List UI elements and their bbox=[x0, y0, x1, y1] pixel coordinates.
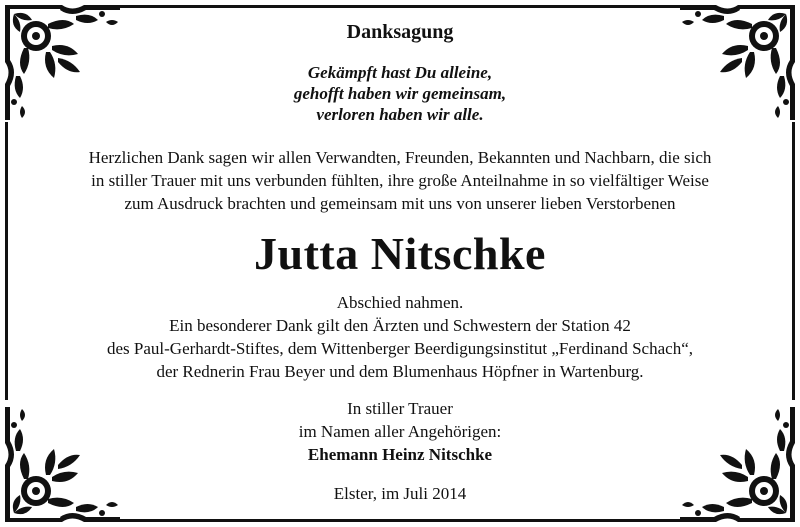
signoff-line: im Namen aller Angehörigen: bbox=[298, 422, 502, 441]
thanks-line: des Paul-Gerhardt-Stiftes, dem Wittenberger Beerdigungsinstitut „Ferdinand Schach“, bbox=[107, 339, 693, 358]
signoff-line: In stiller Trauer bbox=[347, 399, 453, 418]
thanks-line: Abschied nahmen. bbox=[336, 293, 464, 312]
intro-line: zum Ausdruck brachten und gemeinsam mit uns von unserer lieben Verstorbenen bbox=[124, 194, 676, 213]
bottom-border-rule bbox=[88, 519, 712, 522]
poem-line: verloren haben wir alle. bbox=[316, 105, 484, 124]
mourning-signoff bbox=[0, 397, 800, 466]
top-border-rule bbox=[88, 5, 712, 8]
intro-line: in stiller Trauer mit uns verbunden fühlten, ihre große Anteilnahme in so vielfältiger Weise bbox=[91, 171, 709, 190]
poem-line: Gekämpft hast Du alleine, bbox=[307, 63, 493, 82]
place-and-date: Elster, im Juli 2014 bbox=[333, 484, 467, 503]
signatory-name: Ehemann Heinz Nitschke bbox=[307, 445, 493, 464]
thanks-intro-paragraph bbox=[20, 146, 780, 215]
poem-line: gehofft haben wir gemeinsam, bbox=[293, 84, 507, 103]
special-thanks-paragraph bbox=[0, 291, 800, 383]
thanks-line: der Rednerin Frau Beyer und dem Blumenhaus Höpfner in Wartenburg. bbox=[156, 362, 644, 381]
notice-title: Danksagung bbox=[346, 21, 454, 43]
deceased-name: Jutta Nitschke bbox=[254, 228, 546, 279]
memorial-poem bbox=[0, 62, 800, 125]
intro-line: Herzlichen Dank sagen wir allen Verwandten, Freunden, Bekannten und Nachbarn, die sich bbox=[88, 148, 712, 167]
thanks-line: Ein besonderer Dank gilt den Ärzten und Schwestern der Station 42 bbox=[169, 316, 631, 335]
